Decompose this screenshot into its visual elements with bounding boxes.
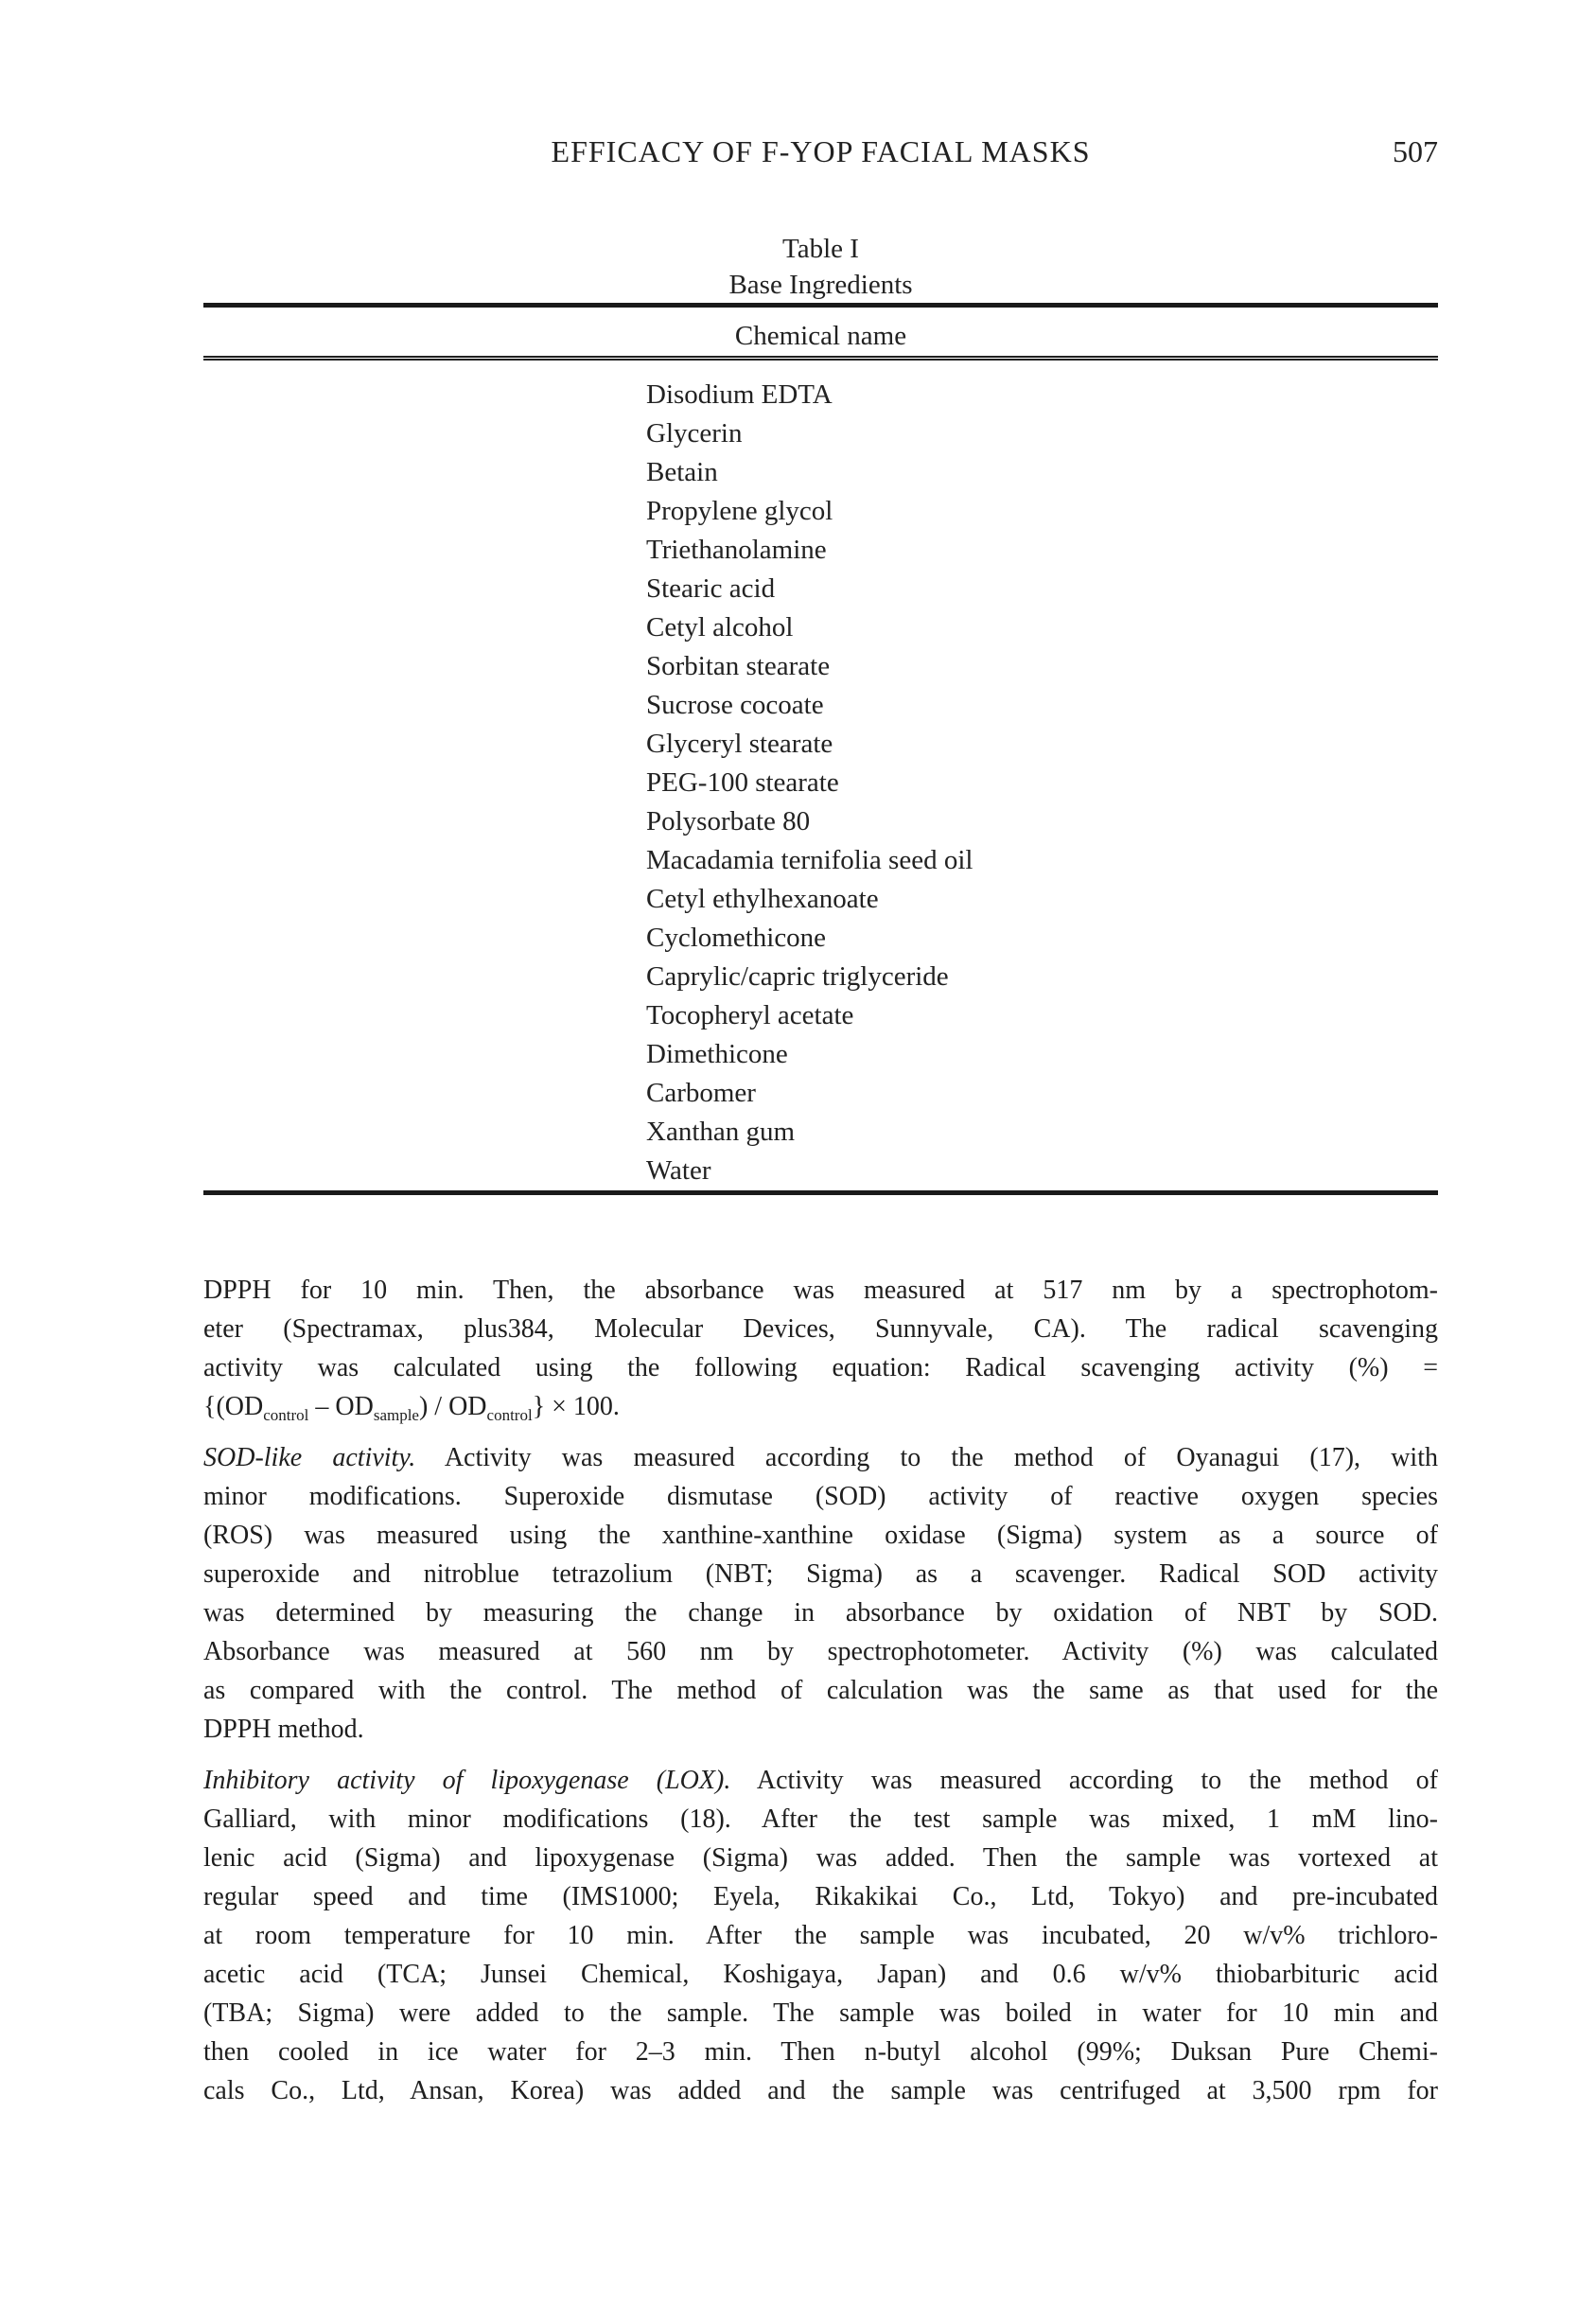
table-row: PEG-100 stearate [646, 767, 839, 798]
table-row: Propylene glycol [646, 496, 833, 526]
table-row: Betain [646, 457, 718, 487]
body-line [203, 1916, 1438, 1955]
body-line [203, 1271, 1438, 1310]
table-row: Polysorbate 80 [646, 806, 811, 836]
table-row: Triethanolamine [646, 535, 827, 565]
table-column-header: Chemical name [734, 321, 907, 351]
body-line-text: DPPH method. [203, 1715, 364, 1744]
table-bottom-rule [203, 1190, 1438, 1195]
table-row: Cyclomethicone [646, 923, 827, 953]
body-line [203, 1800, 1438, 1839]
body-line [203, 1387, 1438, 1426]
body-line [203, 1477, 1438, 1516]
body-line [203, 1839, 1438, 1877]
body-paragraph [203, 1271, 1438, 1426]
body-line [203, 2071, 1438, 2110]
subscript-text: control [486, 1406, 533, 1424]
body-line [203, 1710, 1438, 1749]
table-row: Sorbitan stearate [646, 651, 831, 681]
body-line-text: regular speed and time (IMS1000; Eyela, Rikakikai Co., Ltd, Tokyo) and pre-incubated [203, 1882, 1438, 1911]
body-line-text: Galliard, with minor modifications (18). After the test sample was mixed, 1 mM lino- [203, 1804, 1438, 1834]
body-line [203, 2033, 1438, 2071]
body-line-text: Activity was measured according to the method of [730, 1766, 1438, 1795]
body-line [203, 1877, 1438, 1916]
body-line-text: (TBA; Sigma) were added to the sample. The sample was boiled in water for 10 min and [203, 1998, 1438, 2028]
body-line [203, 1348, 1438, 1387]
body-line-text: (ROS) was measured using the xanthine-xanthine oxidase (Sigma) system as a source of [203, 1521, 1438, 1550]
table-caption-subtitle: Base Ingredients [728, 270, 913, 300]
body-line-text: ) / OD [418, 1392, 487, 1421]
body-paragraph [203, 1761, 1438, 2110]
italic-lead-in: SOD-like activity. [203, 1443, 416, 1472]
body-line-text: – OD [308, 1392, 374, 1421]
body-line [203, 1761, 1438, 1800]
body-line [203, 1516, 1438, 1555]
subscript-text: control [263, 1406, 309, 1424]
body-line-text: as compared with the control. The method of calculation was the same as that used for the [203, 1676, 1438, 1705]
body-paragraph [203, 1438, 1438, 1749]
running-head-row [203, 132, 1438, 170]
body-line [203, 1994, 1438, 2033]
body-line-text: eter (Spectramax, plus384, Molecular Devices, Sunnyvale, CA). The radical scavenging [203, 1314, 1438, 1344]
table-row: Sucrose cocoate [646, 690, 824, 720]
table-row: Macadamia ternifolia seed oil [646, 845, 973, 875]
body-line-text: Absorbance was measured at 560 nm by spectrophotometer. Activity (%) was calculated [203, 1637, 1438, 1666]
table-row: Tocopheryl acetate [646, 1000, 854, 1030]
body-line [203, 1310, 1438, 1348]
table-row: Caprylic/capric triglyceride [646, 961, 949, 992]
table-row: Dimethicone [646, 1039, 788, 1069]
body-line-text: minor modifications. Superoxide dismutase (SOD) activity of reactive oxygen species [203, 1482, 1438, 1511]
table-row: Cetyl ethylhexanoate [646, 884, 879, 914]
ingredients-table [203, 231, 1438, 1195]
table-row: Glyceryl stearate [646, 729, 833, 759]
table-caption-title: Table I [782, 234, 859, 264]
table-row: Carbomer [646, 1078, 756, 1108]
table-rows [203, 361, 1438, 1190]
body-line-text: Activity was measured according to the method of Oyanagui (17), with [415, 1443, 1438, 1472]
body-line-text: DPPH for 10 min. Then, the absorbance was measured at 517 nm by a spectrophotom- [203, 1276, 1438, 1305]
body-line-text: was determined by measuring the change in absorbance by oxidation of NBT by SOD. [203, 1598, 1438, 1628]
running-head: EFFICACY OF F-YOP FACIAL MASKS [551, 134, 1091, 168]
body-line-text: superoxide and nitroblue tetrazolium (NBT; Sigma) as a scavenger. Radical SOD activity [203, 1559, 1438, 1589]
body-text [203, 1271, 1438, 2110]
italic-lead-in: Inhibitory activity of lipoxygenase (LOX). [203, 1766, 731, 1795]
table-row: Cetyl alcohol [646, 612, 794, 643]
body-line [203, 1438, 1438, 1477]
body-line [203, 1593, 1438, 1632]
body-line-text: lenic acid (Sigma) and lipoxygenase (Sigma) was added. Then the sample was vortexed at [203, 1843, 1438, 1873]
table-row: Xanthan gum [646, 1117, 796, 1147]
table-row: Disodium EDTA [646, 379, 833, 410]
body-line [203, 1632, 1438, 1671]
body-line [203, 1671, 1438, 1710]
body-line [203, 1955, 1438, 1994]
body-line-text: } × 100. [532, 1392, 620, 1421]
table-top-rule [203, 303, 1438, 308]
body-line-text: at room temperature for 10 min. After the sample was incubated, 20 w/v% trichloro- [203, 1921, 1438, 1950]
subscript-text: sample [373, 1406, 419, 1424]
table-row: Glycerin [646, 418, 743, 449]
body-line [203, 1555, 1438, 1593]
body-line-text: {(OD [203, 1392, 264, 1421]
body-line-text: then cooled in ice water for 2–3 min. Then n-butyl alcohol (99%; Duksan Pure Chemi- [203, 2037, 1438, 2067]
body-line-text: cals Co., Ltd, Ansan, Korea) was added and the sample was centrifuged at 3,500 rpm for [203, 2076, 1438, 2105]
body-line-text: acetic acid (TCA; Junsei Chemical, Koshigaya, Japan) and 0.6 w/v% thiobarbituric acid [203, 1960, 1438, 1989]
body-line-text: activity was calculated using the following equation: Radical scavenging activity (%) = [203, 1353, 1438, 1382]
table-row: Stearic acid [646, 573, 776, 604]
page-number: 507 [1393, 134, 1438, 168]
table-row: Water [646, 1155, 711, 1186]
